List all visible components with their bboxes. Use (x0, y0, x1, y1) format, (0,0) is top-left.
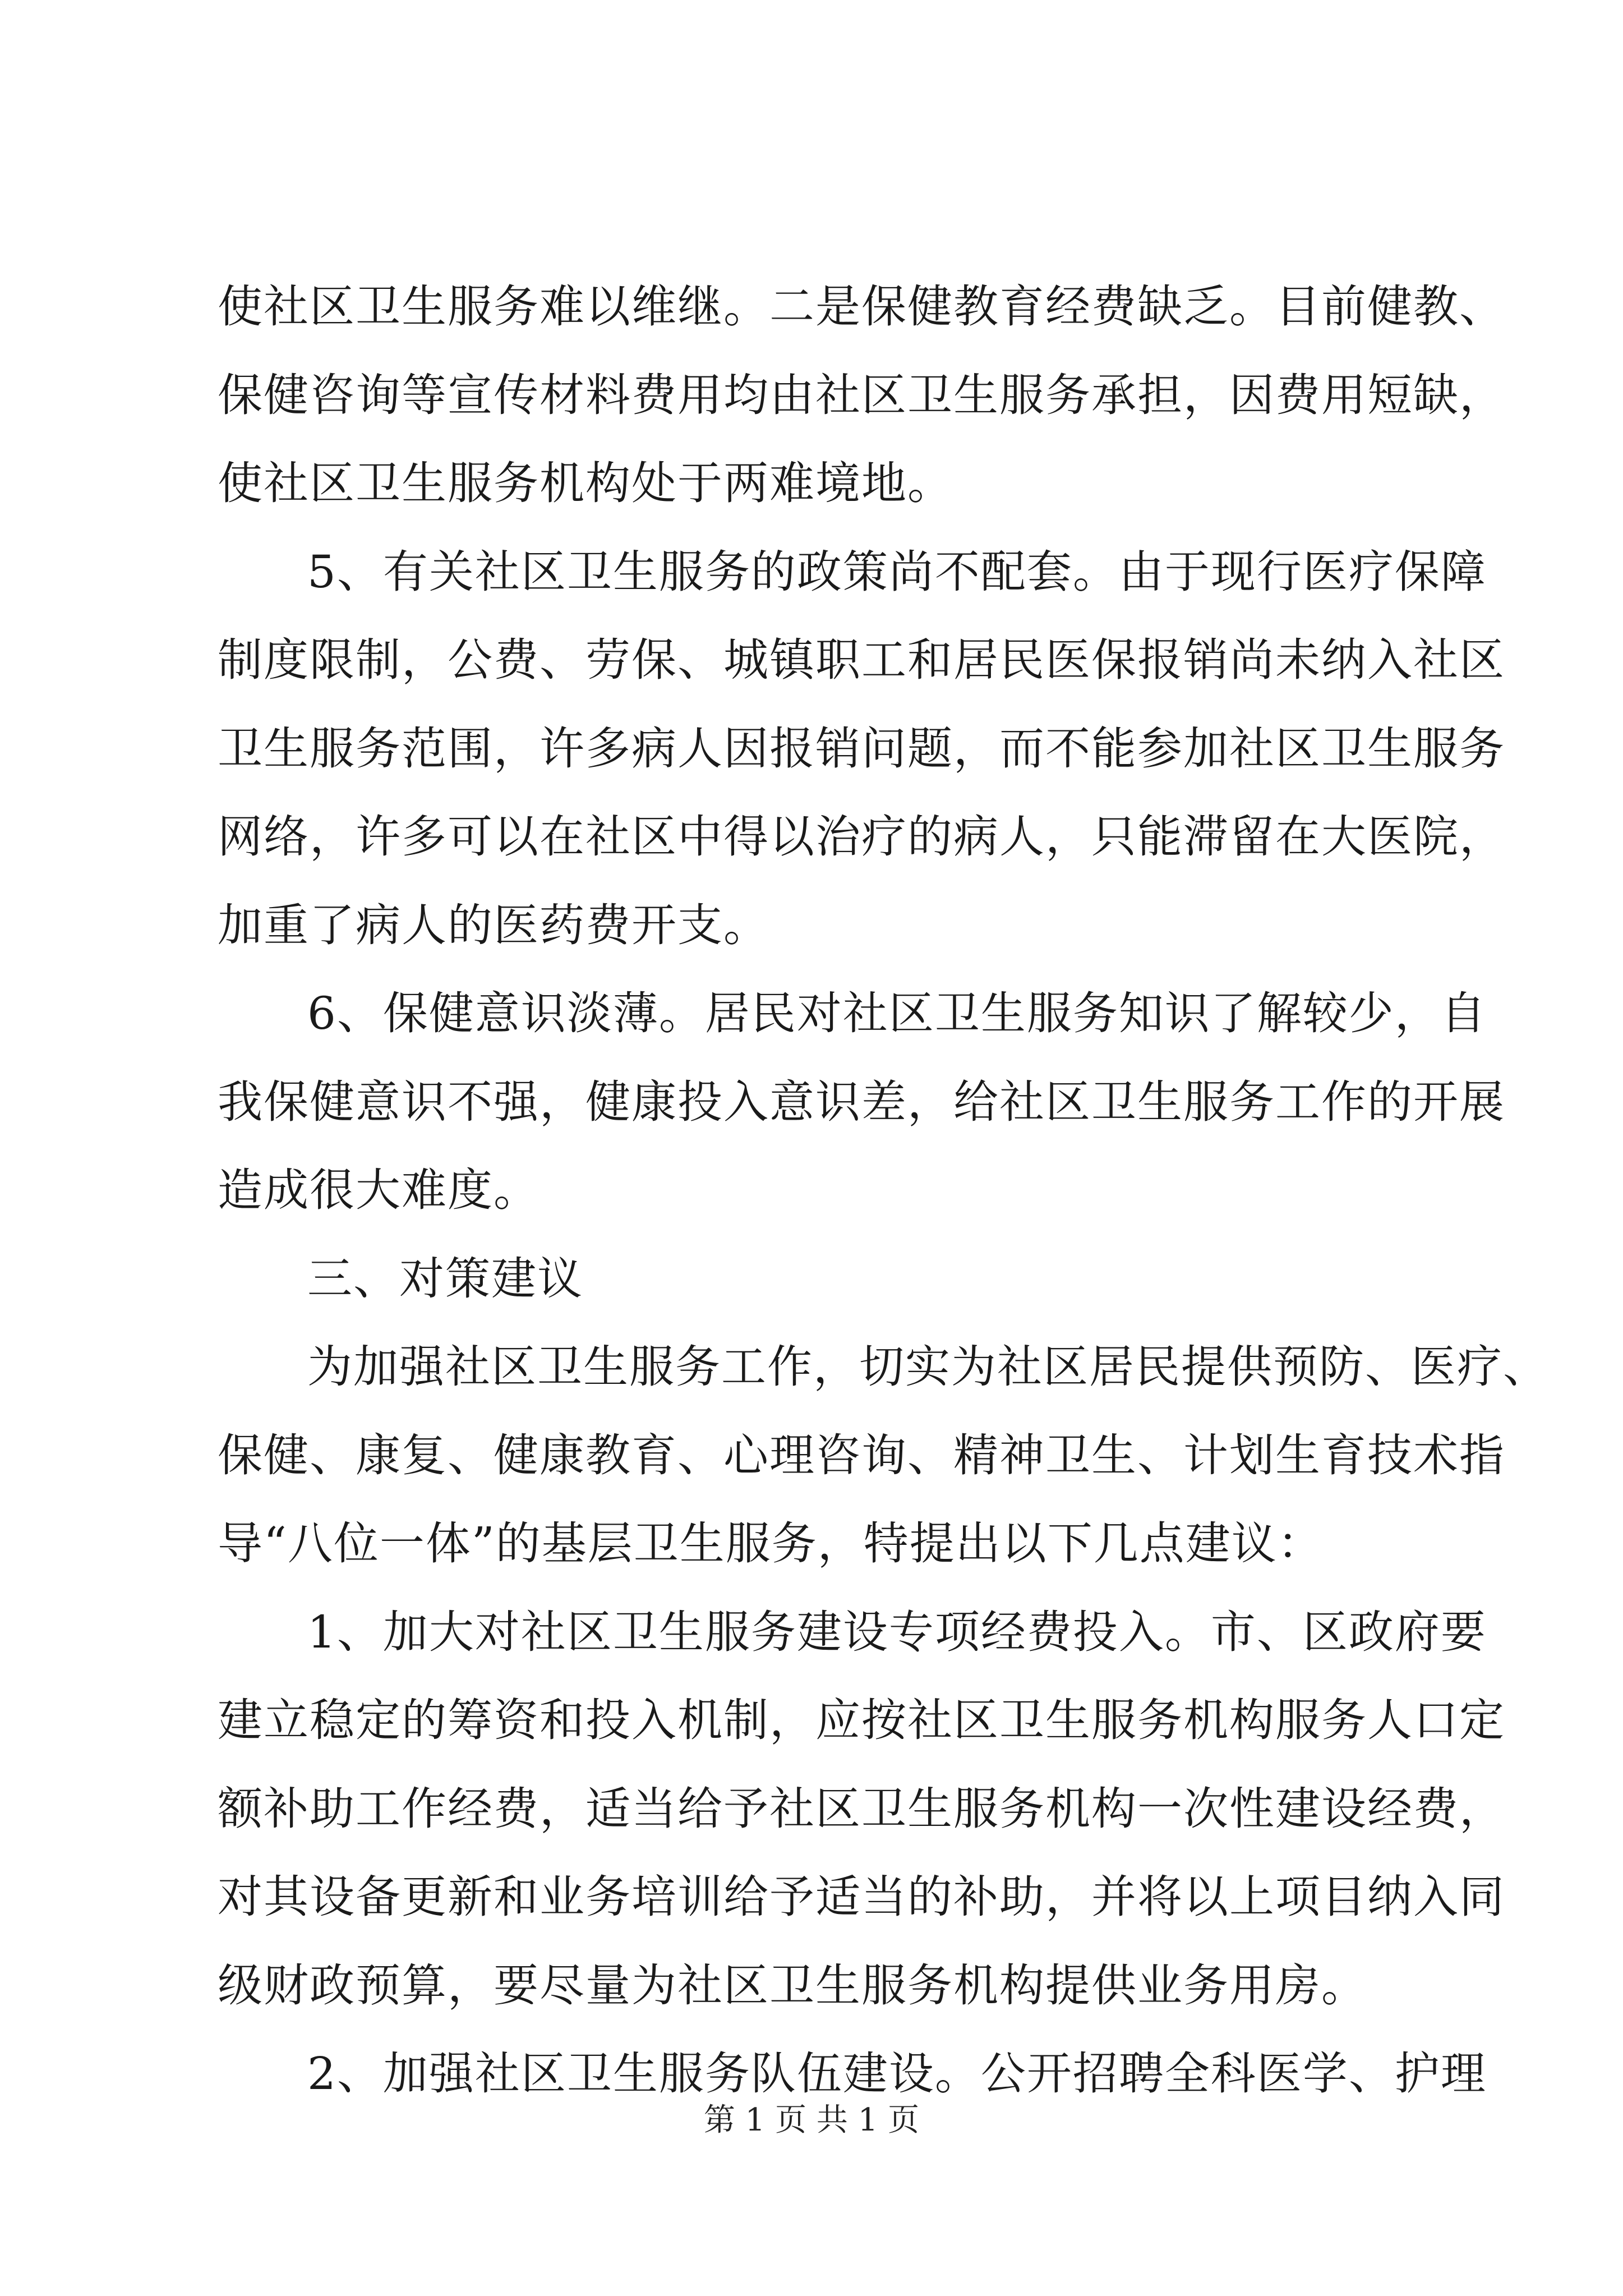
text-line: 对其设备更新和业务培训给予适当的补助，并将以上项目纳入同 (218, 1871, 1505, 1923)
text-line: 制度限制，公费、劳保、城镇职工和居民医保报销尚未纳入社区 (218, 634, 1505, 686)
text-line: 使社区卫生服务难以维继。二是保健教育经费缺乏。目前健教、 (218, 280, 1505, 333)
page-footer (0, 2098, 1623, 2143)
text-line: 保健、康复、健康教育、心理咨询、精神卫生、计划生育技术指 (218, 1429, 1505, 1481)
text-line: 级财政预算，要尽量为社区卫生服务机构提供业务用房。 (218, 1959, 1367, 2012)
section-heading: 三、对策建议 (307, 1252, 583, 1305)
text-line: 使社区卫生服务机构处于两难境地。 (218, 457, 953, 509)
text-line: 额补助工作经费，适当给予社区卫生服务机构一次性建设经费， (218, 1782, 1505, 1835)
text-line: 建立稳定的筹资和投入机制，应按社区卫生服务机构服务人口定 (218, 1694, 1505, 1746)
text-line: 1、加大对社区卫生服务建设专项经费投入。市、区政府要 (307, 1605, 1487, 1658)
body-text (218, 263, 1549, 2118)
text-line: 造成很大难度。 (218, 1164, 540, 1216)
text-line: 6、保健意识淡薄。居民对社区卫生服务知识了解较少，自 (307, 987, 1487, 1039)
page-number-label: 第 1 页 共 1 页 (703, 2102, 920, 2138)
text-line: 为加强社区卫生服务工作，切实为社区居民提供预防、医疗、 (307, 1341, 1549, 1393)
text-line: 导“八位一体”的基层卫生服务，特提出以下几点建议： (218, 1517, 1324, 1570)
text-line: 加重了病人的医药费开支。 (218, 899, 769, 951)
text-line: 我保健意识不强，健康投入意识差，给社区卫生服务工作的开展 (218, 1075, 1505, 1128)
text-line: 保健咨询等宣传材料费用均由社区卫生服务承担，因费用短缺， (218, 369, 1505, 421)
text-line: 网络，许多可以在社区中得以治疗的病人，只能滞留在大医院， (218, 811, 1505, 863)
text-line: 2、加强社区卫生服务队伍建设。公开招聘全科医学、护理 (307, 2047, 1487, 2100)
text-line: 卫生服务范围，许多病人因报销问题，而不能参加社区卫生服务 (218, 722, 1505, 775)
text-line: 5、有关社区卫生服务的政策尚不配套。由于现行医疗保障 (307, 545, 1487, 598)
